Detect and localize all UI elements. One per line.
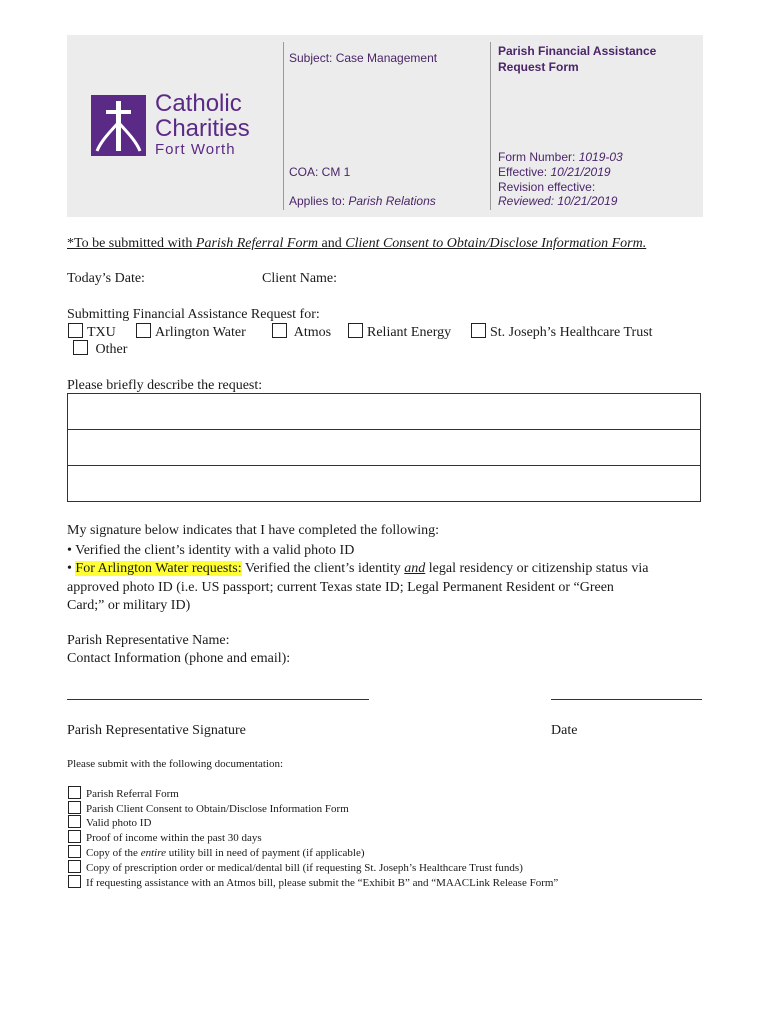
option-label: TXU [87,325,116,340]
option-label: Reliant Energy [367,325,452,340]
signature-intro: My signature below indicates that I have completed the following: [67,523,440,538]
subject-text: Subject: Case Management [289,51,438,65]
doc-item-emphasis: entire [140,847,166,859]
doc-item[interactable] [68,845,365,860]
checkbox[interactable] [68,875,81,888]
coa-text: COA: CM 1 [289,165,351,179]
effective-value: 10/21/2019 [550,165,611,179]
checkbox[interactable] [73,340,88,355]
option-label: Other [95,342,128,357]
option-arlington-water[interactable] [136,323,246,341]
signature-line[interactable] [67,699,369,700]
option-label: St. Joseph’s Healthcare Trust [490,325,653,340]
arlington-highlight: For Arlington Water requests: [75,561,242,576]
header-divider-right [490,42,491,210]
doc-item-label: Parish Referral Form [86,788,179,800]
doc-item-label: Valid photo ID [86,817,152,829]
note-form-1: Parish Referral Form [195,236,319,251]
contact-info-label: Contact Information (phone and email): [67,651,291,666]
doc-item[interactable] [68,815,151,830]
doc-item-label: Parish Client Consent to Obtain/Disclose Information Form [86,803,349,815]
submission-note [67,235,646,252]
form-number-value: 1019-03 [578,150,623,164]
describe-label: Please briefly describe the request: [67,378,263,393]
doc-item-label: utility bill in need of payment (if applicable) [165,847,365,859]
bullet-photo-id: • Verified the client’s identity with a valid photo ID [67,543,355,558]
note-prefix: *To be submitted with [67,236,196,251]
rep-name-label: Parish Representative Name: [67,633,230,648]
doc-item[interactable] [68,786,179,801]
todays-date-label: Today’s Date: [67,271,145,286]
applies-to [289,194,436,208]
form-title-line-1: Parish Financial Assistance [498,44,657,58]
describe-input-line-1[interactable] [67,393,701,430]
option-label: Arlington Water [155,325,246,340]
doc-item[interactable] [68,830,262,845]
option-st-joseph[interactable] [471,323,653,341]
doc-item[interactable] [68,801,349,816]
header-divider-left [283,42,284,210]
logo-line-2: Charities [155,115,250,142]
option-label: Atmos [293,325,332,340]
submitting-label: Submitting Financial Assistance Request for: [67,307,320,322]
describe-input-line-3[interactable] [67,465,701,502]
option-reliant-energy[interactable] [348,323,451,341]
signature-label: Parish Representative Signature [67,723,246,738]
note-middle: and [318,236,346,251]
reviewed-date: Reviewed: 10/21/2019 [498,194,618,208]
logo-line-1: Catholic [155,90,242,117]
form-number-label: Form Number: [498,150,579,164]
describe-input-line-2[interactable] [67,429,701,466]
checkbox[interactable] [68,815,81,828]
note-form-2: Client Consent to Obtain/Disclose Information Form. [345,236,647,251]
date-label: Date [551,723,578,738]
bullet2-text-a: Verified the client’s identity [241,561,405,576]
checkbox[interactable] [136,323,151,338]
cross-icon [91,95,146,156]
doc-item-label: Copy of prescription order or medical/dental bill (if requesting St. Joseph’s Healthcare Trust funds) [86,862,523,874]
option-other[interactable] [73,340,127,358]
checkbox[interactable] [348,323,363,338]
effective-label: Effective: [498,165,551,179]
checkbox[interactable] [272,323,287,338]
checkbox[interactable] [68,830,81,843]
logo-line-3: Fort Worth [155,141,236,158]
option-atmos[interactable] [272,323,331,341]
form-title [498,43,656,75]
doc-item[interactable] [68,875,558,890]
client-name-label: Client Name: [262,271,338,286]
checkbox[interactable] [68,860,81,873]
bullet2-line-2: approved photo ID (i.e. US passport; current Texas state ID; Legal Permanent Resident or “Green [67,580,614,595]
checkbox[interactable] [68,845,81,858]
checkbox[interactable] [68,323,83,338]
date-line[interactable] [551,699,702,700]
bullet2-text-b: legal residency or citizenship status via [425,561,649,576]
checkbox[interactable] [68,786,81,799]
bullet2-line-3: Card;” or military ID) [67,598,191,613]
form-title-line-2: Request Form [498,60,579,74]
doc-item-label: Proof of income within the past 30 days [86,832,262,844]
doc-item-label: If requesting assistance with an Atmos bill, please submit the “Exhibit B” and “MAACLink Release Form” [86,877,559,889]
applies-label: Applies to: [289,194,349,208]
doc-item-label: Copy of the [86,847,141,859]
applies-value: Parish Relations [348,194,436,208]
form-number [498,150,623,164]
logo-mark [91,95,146,156]
checkbox[interactable] [471,323,486,338]
doc-item[interactable] [68,860,523,875]
effective-date [498,165,611,179]
documentation-label: Please submit with the following documentation: [67,758,283,770]
bullet2-and: and [404,561,426,576]
option-txu[interactable] [68,323,116,341]
checkbox[interactable] [68,801,81,814]
bullet-arlington-water: • For Arlington Water requests: Verified the client’s identity and legal residency or citizenship status via [67,561,649,576]
revision-effective: Revision effective: [498,180,596,194]
